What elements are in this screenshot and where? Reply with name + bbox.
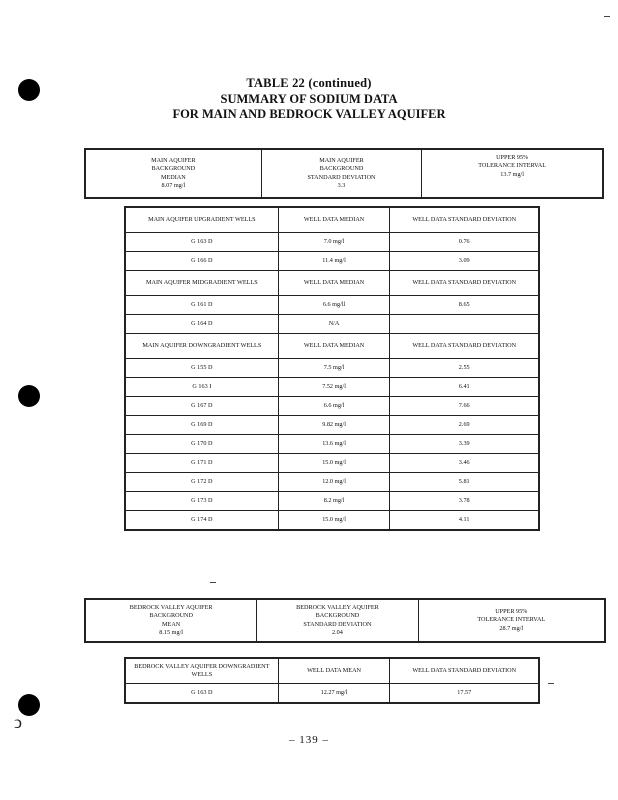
table-row (125, 252, 539, 271)
well-id-cell: G 161 D (125, 296, 278, 315)
median-cell: 15.0 mg/l (278, 511, 390, 531)
header-cell: WELL DATA STANDARD DEVIATION (390, 271, 539, 296)
main-wells-table (124, 206, 540, 531)
well-id-cell: G 163 I (125, 378, 278, 397)
header-cell: MAIN AQUIFER UPGRADIENT WELLS (125, 207, 278, 233)
median-cell: 6.6 mg/ll (278, 296, 390, 315)
stray-mark (548, 683, 554, 684)
well-id-cell: G 171 D (125, 454, 278, 473)
well-id-cell: G 172 D (125, 473, 278, 492)
well-id-cell: G 164 D (125, 315, 278, 334)
main-background-table (84, 148, 604, 199)
well-id-cell: G 174 D (125, 511, 278, 531)
well-id-cell: G 163 D (125, 233, 278, 252)
well-id-cell: G 173 D (125, 492, 278, 511)
table-row (125, 435, 539, 454)
header-cell: WELL DATA MEDIAN (278, 207, 390, 233)
midgradient-header (125, 271, 539, 296)
table-row (125, 684, 539, 704)
well-id-cell: G 166 D (125, 252, 278, 271)
table-row (125, 416, 539, 435)
table-row (125, 397, 539, 416)
sd-cell (390, 315, 539, 334)
header-cell: WELL DATA STANDARD DEVIATION (390, 207, 539, 233)
median-cell: 15.0 mg/l (278, 454, 390, 473)
sd-cell: 3.39 (390, 435, 539, 454)
header-cell: WELL DATA MEDIAN (278, 271, 390, 296)
well-id-cell: G 167 D (125, 397, 278, 416)
main-background-sd: MAIN AQUIFER BACKGROUND STANDARD DEVIATION 3.3 (261, 149, 422, 198)
median-cell: 9.82 mg/l (278, 416, 390, 435)
table-row (125, 473, 539, 492)
main-background-median: MAIN AQUIFER BACKGROUND MEDIAN 8.07 mg/l (85, 149, 261, 198)
bedrock-background-tolerance: UPPER 95% TOLERANCE INTERVAL 28.7 mg/l (418, 599, 605, 642)
table-subtitle: SUMMARY OF SODIUM DATA (220, 92, 398, 106)
page-number: – 139 – (289, 734, 329, 746)
median-cell: 7.5 mg/l (278, 359, 390, 378)
sd-cell: 3.09 (390, 252, 539, 271)
header-cell: WELL DATA MEDIAN (278, 334, 390, 359)
well-id-cell: G 169 D (125, 416, 278, 435)
table-row (125, 492, 539, 511)
table-row (125, 511, 539, 531)
median-cell: 7.52 mg/l (278, 378, 390, 397)
median-cell: 7.0 mg/l (278, 233, 390, 252)
median-cell: 12.27 mg/l (278, 684, 390, 704)
header-cell: WELL DATA MEAN (278, 658, 390, 684)
stray-mark (604, 16, 610, 17)
sd-cell: 3.78 (390, 492, 539, 511)
header-cell: WELL DATA STANDARD DEVIATION (390, 658, 539, 684)
header-cell: WELL DATA STANDARD DEVIATION (390, 334, 539, 359)
sd-cell: 0.76 (390, 233, 539, 252)
sd-cell: 8.65 (390, 296, 539, 315)
sd-cell: 2.69 (390, 416, 539, 435)
header-cell: BEDROCK VALLEY AQUIFER DOWNGRADIENT WELLS (125, 658, 278, 684)
table-row (125, 454, 539, 473)
well-id-cell: G 170 D (125, 435, 278, 454)
table-row (125, 378, 539, 397)
table-row (125, 296, 539, 315)
binder-hole (18, 385, 40, 407)
main-background-tolerance: UPPER 95% TOLERANCE INTERVAL 13.7 mg/l (422, 149, 603, 198)
downgradient-header (125, 334, 539, 359)
median-cell: 13.6 mg/l (278, 435, 390, 454)
table-row (125, 359, 539, 378)
median-cell: 12.0 mg/l (278, 473, 390, 492)
bedrock-downgradient-header (125, 658, 539, 684)
bedrock-background-table (84, 598, 606, 643)
stray-mark (210, 582, 216, 583)
pen-mark: ↄ (14, 712, 22, 732)
sd-cell: 17.57 (390, 684, 539, 704)
median-cell: 8.2 mg/l (278, 492, 390, 511)
table-title: TABLE 22 (continued) (246, 76, 372, 90)
table-subtitle-2: FOR MAIN AND BEDROCK VALLEY AQUIFER (172, 107, 446, 121)
median-cell: N/A (278, 315, 390, 334)
bedrock-wells-table (124, 657, 540, 704)
header-cell: MAIN AQUIFER DOWNGRADIENT WELLS (125, 334, 278, 359)
bedrock-background-mean: BEDROCK VALLEY AQUIFER BACKGROUND MEAN 8.15 mg/l (85, 599, 257, 642)
table-row (125, 315, 539, 334)
sd-cell: 5.81 (390, 473, 539, 492)
table-row (125, 233, 539, 252)
median-cell: 6.6 mg/l (278, 397, 390, 416)
sd-cell: 3.46 (390, 454, 539, 473)
bedrock-background-sd: BEDROCK VALLEY AQUIFER BACKGROUND STANDARD DEVIATION 2.04 (257, 599, 418, 642)
sd-cell: 6.41 (390, 378, 539, 397)
well-id-cell: G 155 D (125, 359, 278, 378)
well-id-cell: G 163 D (125, 684, 278, 704)
header-cell: MAIN AQUIFER MIDGRADIENT WELLS (125, 271, 278, 296)
sd-cell: 4.11 (390, 511, 539, 531)
median-cell: 11.4 mg/l (278, 252, 390, 271)
sd-cell: 7.66 (390, 397, 539, 416)
sd-cell: 2.55 (390, 359, 539, 378)
upgradient-header (125, 207, 539, 233)
